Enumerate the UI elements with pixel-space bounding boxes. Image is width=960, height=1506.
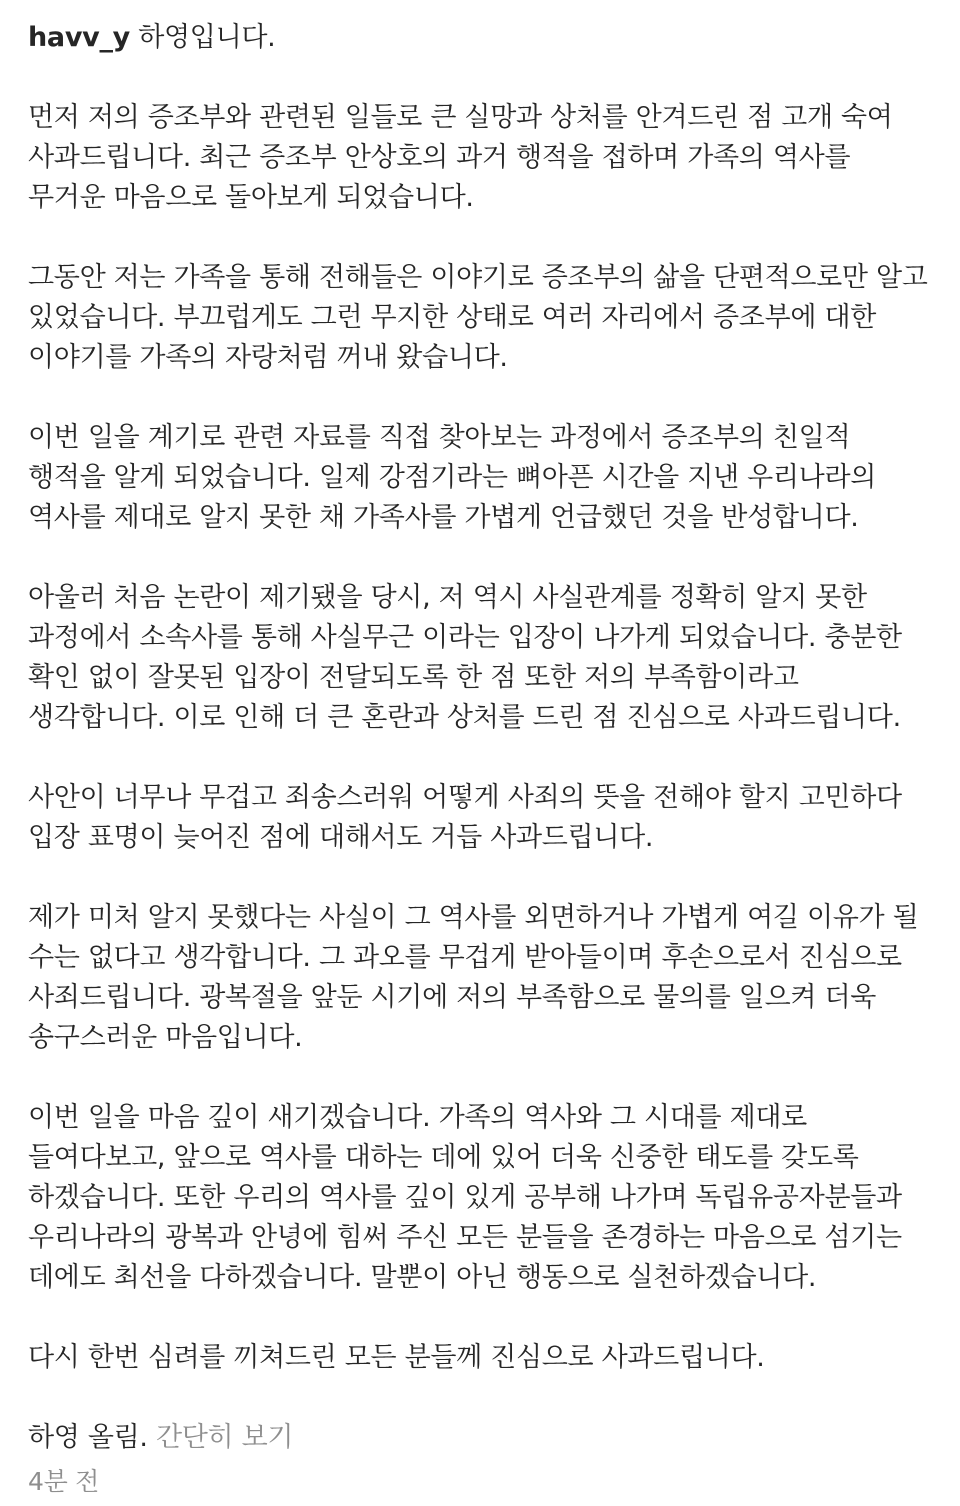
caption-line: 생각합니다. 이로 인해 더 큰 혼란과 상처를 드린 점 진심으로 사과드립니다. [28,702,901,733]
caption-line: 제가 미처 알지 못했다는 사실이 그 역사를 외면하거나 가볍게 여길 이유가 될 [28,902,919,933]
caption-line: 입장 표명이 늦어진 점에 대해서도 거듭 사과드립니다. [28,822,654,853]
caption-line: 이번 일을 계기로 관련 자료를 직접 찾아보는 과정에서 증조부의 친일적 [28,422,851,453]
caption-line: 있었습니다. 부끄럽게도 그런 무지한 상태로 여러 자리에서 증조부에 대한 [28,302,877,333]
caption-line: 먼저 저의 증조부와 관련된 일들로 큰 실망과 상처를 안겨드린 점 고개 숙여 [28,102,893,133]
caption-line: 이번 일을 마음 깊이 새기겠습니다. 가족의 역사와 그 시대를 제대로 [28,1102,807,1133]
caption-line: 사과드립니다. 최근 증조부 안상호의 과거 행적을 접하며 가족의 역사를 [28,142,851,173]
caption-line: 다시 한번 심려를 끼쳐드린 모든 분들께 진심으로 사과드립니다. [28,1342,765,1373]
greeting-text: 하영입니다. [129,22,276,53]
show-less-link[interactable]: 간단히 보기 [155,1422,294,1453]
caption-line: 과정에서 소속사를 통해 사실무근 이라는 입장이 나가게 되었습니다. 충분한 [28,622,902,653]
caption-line: 이야기를 가족의 자랑처럼 꺼내 왔습니다. [28,342,508,373]
caption-line: 확인 없이 잘못된 입장이 전달되도록 한 점 또한 저의 부족함이라고 [28,662,799,693]
caption-line: 행적을 알게 되었습니다. 일제 강점기라는 뼈아픈 시간을 지낸 우리나라의 [28,462,877,493]
caption-line: 아울러 처음 논란이 제기됐을 당시, 저 역시 사실관계를 정확히 알지 못한 [28,582,867,613]
caption-line: 우리나라의 광복과 안녕에 힘써 주신 모든 분들을 존경하는 마음으로 섬기는 [28,1222,902,1253]
caption-line: 역사를 제대로 알지 못한 채 가족사를 가볍게 언급했던 것을 반성합니다. [28,502,859,533]
caption-first-line [28,18,936,58]
caption-line: 사안이 너무나 무겁고 죄송스러워 어떻게 사죄의 뜻을 전해야 할지 고민하다 [28,782,902,813]
caption-line: 하겠습니다. 또한 우리의 역사를 깊이 있게 공부해 나가며 독립유공자분들과 [28,1182,902,1213]
caption-line: 그동안 저는 가족을 통해 전해들은 이야기로 증조부의 삶을 단편적으로만 알고 [28,262,928,293]
username-link[interactable]: havv_y [28,22,130,53]
caption-line: 데에도 최선을 다하겠습니다. 말뿐이 아닌 행동으로 실천하겠습니다. [28,1262,817,1293]
caption-line: 사죄드립니다. 광복절을 앞둔 시기에 저의 부족함으로 물의를 일으켜 더욱 [28,982,877,1013]
caption-line: 들여다보고, 앞으로 역사를 대하는 데에 있어 더욱 신중한 태도를 갖도록 [28,1142,859,1173]
signature-text: 하영 올림. [28,1422,156,1453]
post-timestamp[interactable]: 4분 전 [28,1467,99,1496]
caption-line: 무거운 마음으로 돌아보게 되었습니다. [28,182,474,213]
caption-line: 송구스러운 마음입니다. [28,1022,303,1053]
signature-line [28,1418,936,1458]
caption-text [28,18,936,1458]
caption-line: 수는 없다고 생각합니다. 그 과오를 무겁게 받아들이며 후손으로서 진심으로 [28,942,902,973]
